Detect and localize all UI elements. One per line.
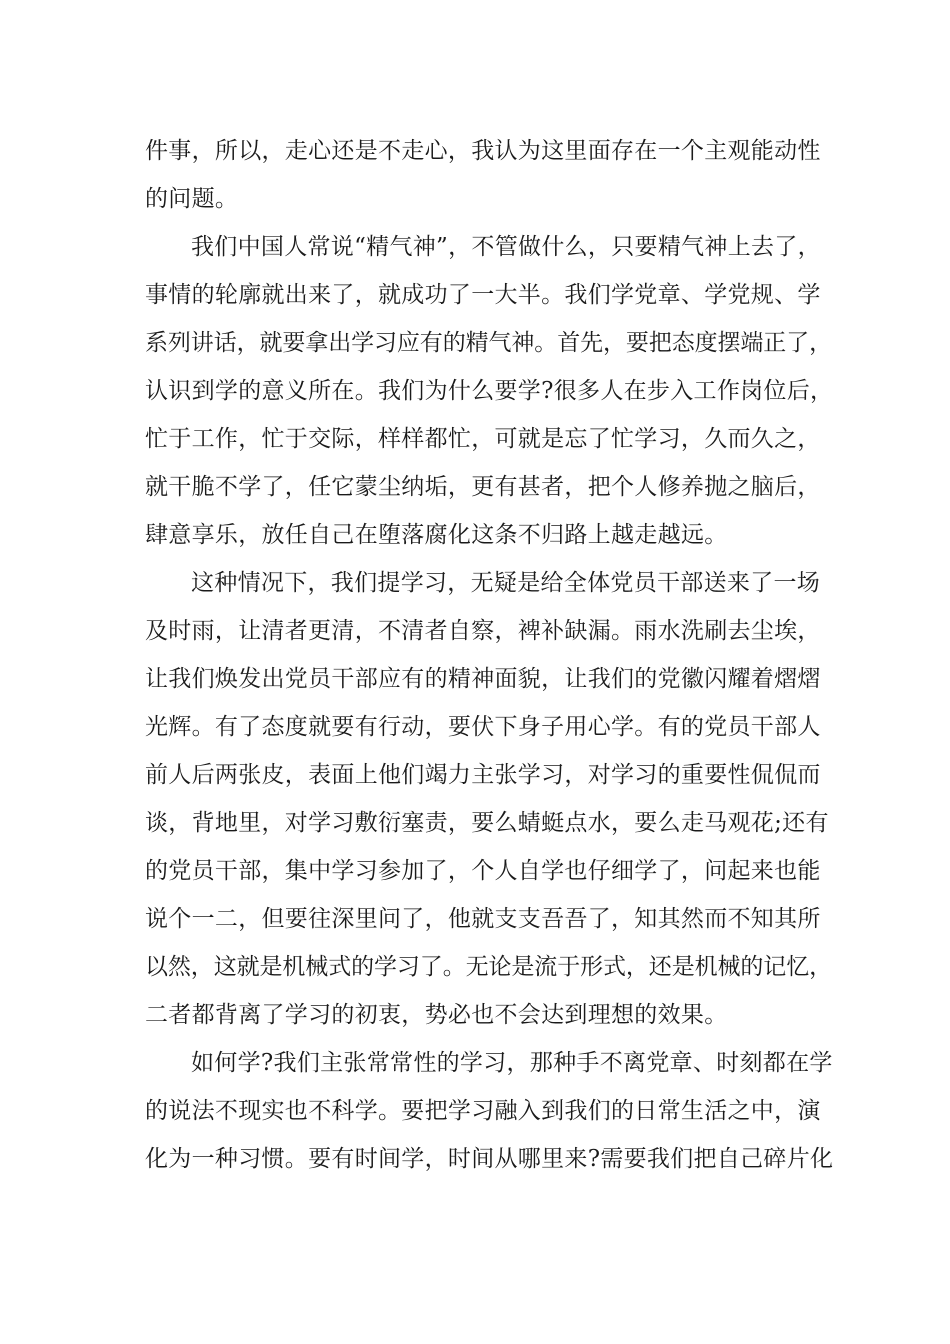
text-line: 的说法不现实也不科学。要把学习融入到我们的日常生活之中，演 [145, 1098, 821, 1124]
text-line: 光辉。有了态度就要有行动，要伏下身子用心学。有的党员干部人 [145, 714, 821, 740]
text-line: 的党员干部，集中学习参加了，个人自学也仔细学了，问起来也能 [145, 858, 821, 884]
text-line: 以然，这就是机械式的学习了。无论是流于形式，还是机械的记忆， [145, 954, 833, 980]
text-line: 及时雨，让清者更清，不清者自察，裨补缺漏。雨水洗刷去尘埃， [145, 618, 821, 644]
text-line: 谈，背地里，对学习敷衍塞责，要么蜻蜓点水，要么走马观花;还有 [145, 810, 829, 836]
text-line: 化为一种习惯。要有时间学，时间从哪里来?需要我们把自己碎片化 [145, 1146, 834, 1172]
text-line: 让我们焕发出党员干部应有的精神面貌，让我们的党徽闪耀着熠熠 [145, 666, 821, 692]
text-line: 如何学?我们主张常常性的学习，那种手不离党章、时刻都在学 [191, 1050, 833, 1076]
text-line: 事情的轮廓就出来了，就成功了一大半。我们学党章、学党规、学 [145, 282, 821, 308]
text-line: 的问题。 [145, 186, 239, 212]
text-line: 忙于工作，忙于交际，样样都忙，可就是忘了忙学习，久而久之， [145, 426, 821, 452]
text-line: 就干脆不学了，任它蒙尘纳垢，更有甚者，把个人修养抛之脑后， [145, 474, 821, 500]
text-line: 件事，所以，走心还是不走心，我认为这里面存在一个主观能动性 [145, 138, 821, 164]
body-text [145, 127, 835, 1183]
text-line: 肆意享乐，放任自己在堕落腐化这条不归路上越走越远。 [145, 522, 728, 548]
text-line: 说个一二，但要往深里问了，他就支支吾吾了，知其然而不知其所 [145, 906, 821, 932]
text-line: 二者都背离了学习的初衷，势必也不会达到理想的效果。 [145, 1002, 728, 1028]
text-line: 系列讲话，就要拿出学习应有的精气神。首先，要把态度摆端正了， [145, 330, 833, 356]
text-line: 认识到学的意义所在。我们为什么要学?很多人在步入工作岗位后， [145, 378, 834, 404]
text-line: 这种情况下，我们提学习，无疑是给全体党员干部送来了一场 [191, 570, 821, 596]
text-line: 我们中国人常说“精气神”，不管做什么，只要精气神上去了， [191, 234, 821, 260]
text-line: 前人后两张皮，表面上他们竭力主张学习，对学习的重要性侃侃而 [145, 762, 821, 788]
